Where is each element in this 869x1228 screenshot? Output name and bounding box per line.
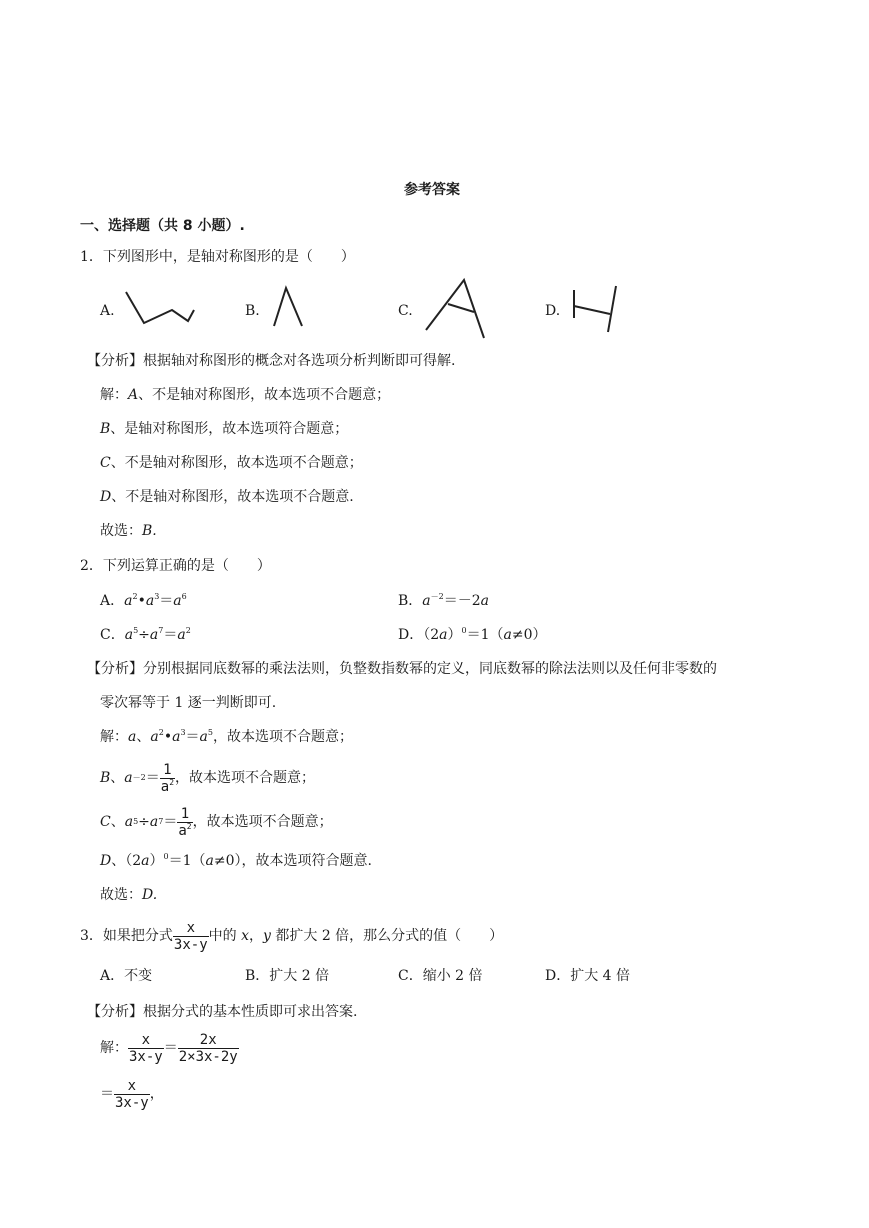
q3-analysis: 【分析】根据分式的基本性质即可求出答案. [87,1004,358,1020]
q1-figure-a [118,286,204,330]
q1-figure-d [566,282,622,338]
fraction-2x-over-expanded: $\frac{2x}{2\times 3x-2y}$ [178,1031,238,1065]
q2-solution-a: 解：a、$a^2•a^3=a^5$，故本选项不合题意； [100,728,353,745]
q2-analysis-line1: 【分析】分别根据同底数幂的乘法法则，负整数指数幂的定义，同底数幂的除法法则以及任何非零数的 [87,661,717,677]
q2-solution-d: D、$(2a)^0=1(a\ne 0)$，故本选项符合题意. [100,852,372,869]
q1-figure-c [422,276,492,340]
q3-solution-line1: 解： $\frac{x}{3x-y}$ ＝ $\frac{2x}{2\times 3x-2y}$ [100,1031,238,1065]
fraction-x-over-3x-minus-y: $\frac{x}{3x-y}$ [173,919,208,953]
q2-option-b: B．$a^{-2}=-2a$ [398,592,490,609]
q2-option-a: A．$a^2•a^3=a^6$ [100,592,187,609]
q2-option-c: C．$a^5\div a^7=a^2$ [100,626,191,643]
q1-answer: 故选：B. [100,523,157,539]
q3-option-c: C．缩小 2 倍 [398,968,483,984]
q3-solution-line2: ＝ $\frac{x}{3x-y}$ ， [100,1077,164,1111]
section-heading: 一、选择题（共 8 小题）. [80,218,245,234]
q1-solution-c: C、不是轴对称图形，故本选项不合题意； [100,455,363,471]
q3-option-b: B．扩大 2 倍 [245,968,330,984]
q2-answer: 故选：D. [100,887,158,903]
fraction-x-over-3x-minus-y: $\frac{x}{3x-y}$ [129,1031,163,1065]
q1-option-d-label: D. [545,303,561,319]
fraction-one-over-a-squared: $\frac{1}{a^2}$ [178,805,192,839]
q3-option-d: D．扩大 4 倍 [545,968,631,984]
q2-analysis-line2: 零次幂等于 1 逐一判断即可. [100,695,277,711]
q1-stem: 1．下列图形中，是轴对称图形的是（ ） [80,249,355,265]
q2-solution-c: C 、 a 5 ÷ a 7 ＝ $\frac{1}{a^2}$ ，故本选项不合题意； [100,805,333,839]
q1-figure-b [270,284,310,330]
q2-solution-b: B 、 a －2 ＝ $\frac{1}{a^2}$ ，故本选项不合题意； [100,761,316,795]
q1-solution-a: 解：A、不是轴对称图形，故本选项不合题意； [100,387,391,403]
q1-option-a-label: A. [100,303,115,319]
q3-option-a: A．不变 [100,968,153,984]
page-title: 参考答案 [404,182,460,198]
fraction-x-over-3x-minus-y: $\frac{x}{3x-y}$ [115,1077,149,1111]
q1-solution-b: B、是轴对称图形，故本选项符合题意； [100,421,349,437]
q2-stem: 2．下列运算正确的是（ ） [80,558,271,574]
q1-solution-d: D、不是轴对称图形，故本选项不合题意. [100,489,354,505]
q3-stem: 3．如果把分式 $\frac{x}{3x-y}$ 中的 x ， y 都扩大 2 倍，那么分式的值（ ） [80,919,504,953]
q1-option-c-label: C. [398,303,413,319]
q1-option-b-label: B. [245,303,260,319]
q2-option-d: D．$(2a)^0=1(a\ne 0)$ [398,626,547,643]
fraction-one-over-a-squared: $\frac{1}{a^2}$ [160,761,175,795]
q1-analysis: 【分析】根据轴对称图形的概念对各选项分析判断即可得解. [87,353,456,369]
